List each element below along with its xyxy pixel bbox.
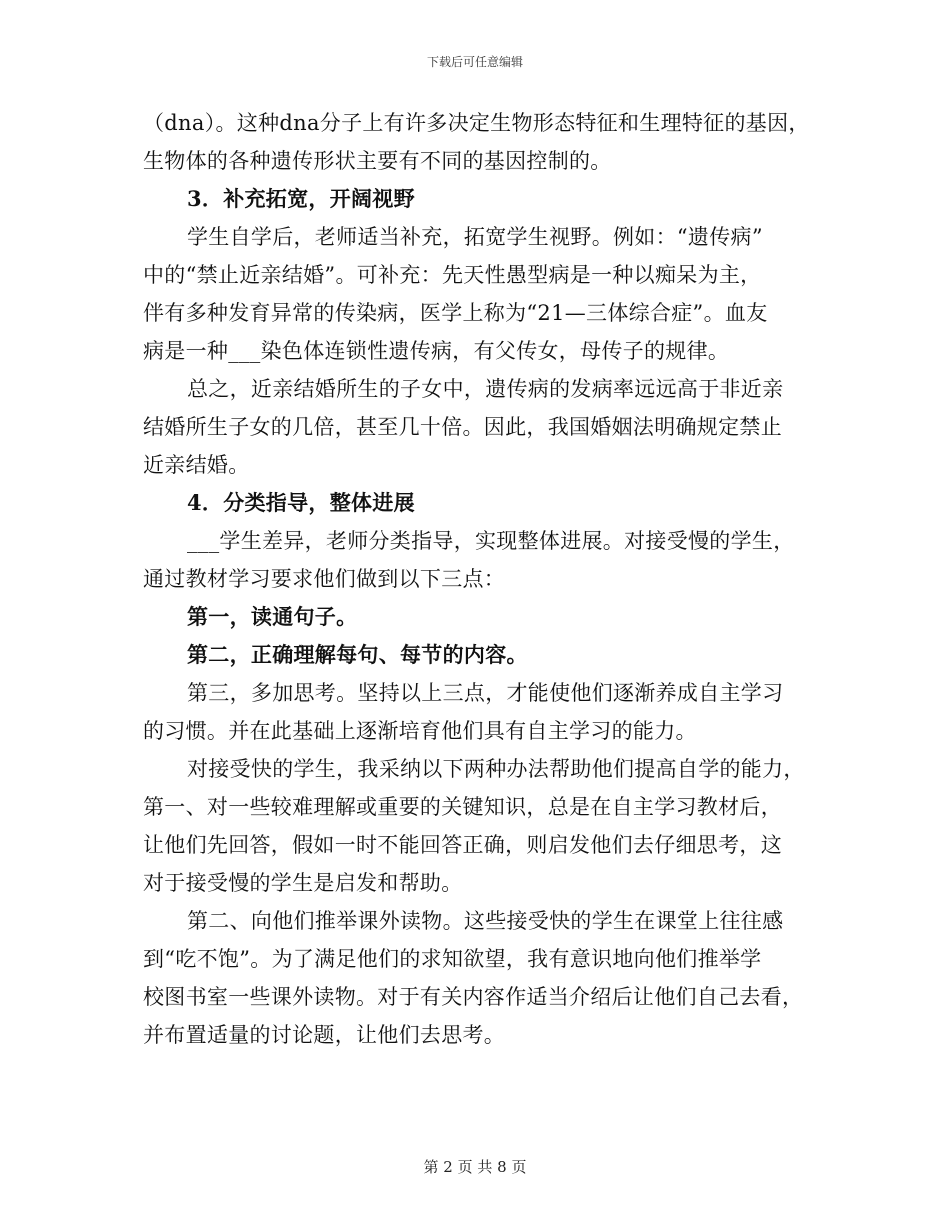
body-text-line: 第二、向他们推举课外读物。这些接受快的学生在课堂上往往感 bbox=[187, 909, 784, 933]
body-text-line: 近亲结婚。 bbox=[143, 453, 250, 477]
body-text-line: 中的“禁止近亲结婚”。可补充：先天性愚型病是一种以痴呆为主， bbox=[143, 263, 762, 287]
body-text-line: 结婚所生子女的几倍，甚至几十倍。因此，我国婚姻法明确规定禁止 bbox=[143, 415, 782, 439]
section-heading: 4．分类指导，整体进展 bbox=[187, 490, 415, 515]
section-heading: 第一，读通句子。 bbox=[187, 604, 358, 629]
body-text-line: 对于接受慢的学生是启发和帮助。 bbox=[143, 871, 463, 895]
body-text-line: 学生自学后，老师适当补充，拓宽学生视野。例如：“遗传病” bbox=[187, 225, 763, 249]
body-text-line: 对接受快的学生，我采纳以下两种办法帮助他们提高自学的能力， bbox=[187, 757, 805, 781]
body-text-line: （dna）。这种dna分子上有许多决定生物形态特征和生理特征的基因， bbox=[143, 111, 810, 135]
body-text-line: 伴有多种发育异常的传染病，医学上称为“21—三体综合症”。血友 bbox=[143, 301, 768, 325]
section-heading: 第二，正确理解每句、每节的内容。 bbox=[187, 642, 528, 667]
section-heading: 3．补充拓宽，开阔视野 bbox=[187, 186, 415, 211]
body-text-line: 的习惯。并在此基础上逐渐培育他们具有自主学习的能力。 bbox=[143, 719, 697, 743]
body-text-line: 生物体的各种遗传形状主要有不同的基因控制的。 bbox=[143, 149, 612, 173]
page-header: 下载后可任意编辑 bbox=[426, 55, 523, 69]
body-text-line: 到“吃不饱”。为了满足他们的求知欲望，我有意识地向他们推举学 bbox=[143, 947, 762, 971]
body-text-line: 通过教材学习要求他们做到以下三点： bbox=[143, 567, 506, 591]
body-text-line: 让他们先回答，假如一时不能回答正确，则启发他们去仔细思考，这 bbox=[143, 833, 782, 857]
body-text-line: 病是一种___染色体连锁性遗传病，有父传女，母传子的规律。 bbox=[143, 339, 730, 363]
body-text-line: 总之，近亲结婚所生的子女中，遗传病的发病率远远高于非近亲 bbox=[187, 377, 784, 401]
body-text-line: 第三，多加思考。坚持以上三点，才能使他们逐渐养成自主学习 bbox=[187, 681, 784, 705]
body-text-line: 校图书室一些课外读物。对于有关内容作适当介绍后让他们自己去看， bbox=[143, 985, 804, 1009]
page-footer: 第 2 页 共 8 页 bbox=[423, 1158, 527, 1176]
body-text-line: 并布置适量的讨论题，让他们去思考。 bbox=[143, 1023, 506, 1047]
body-text-line: 第一、对一些较难理解或重要的关键知识，总是在自主学习教材后， bbox=[143, 795, 782, 819]
document-body bbox=[143, 104, 823, 1054]
body-text-line: ___学生差异，老师分类指导，实现整体进展。对接受慢的学生， bbox=[187, 529, 795, 553]
